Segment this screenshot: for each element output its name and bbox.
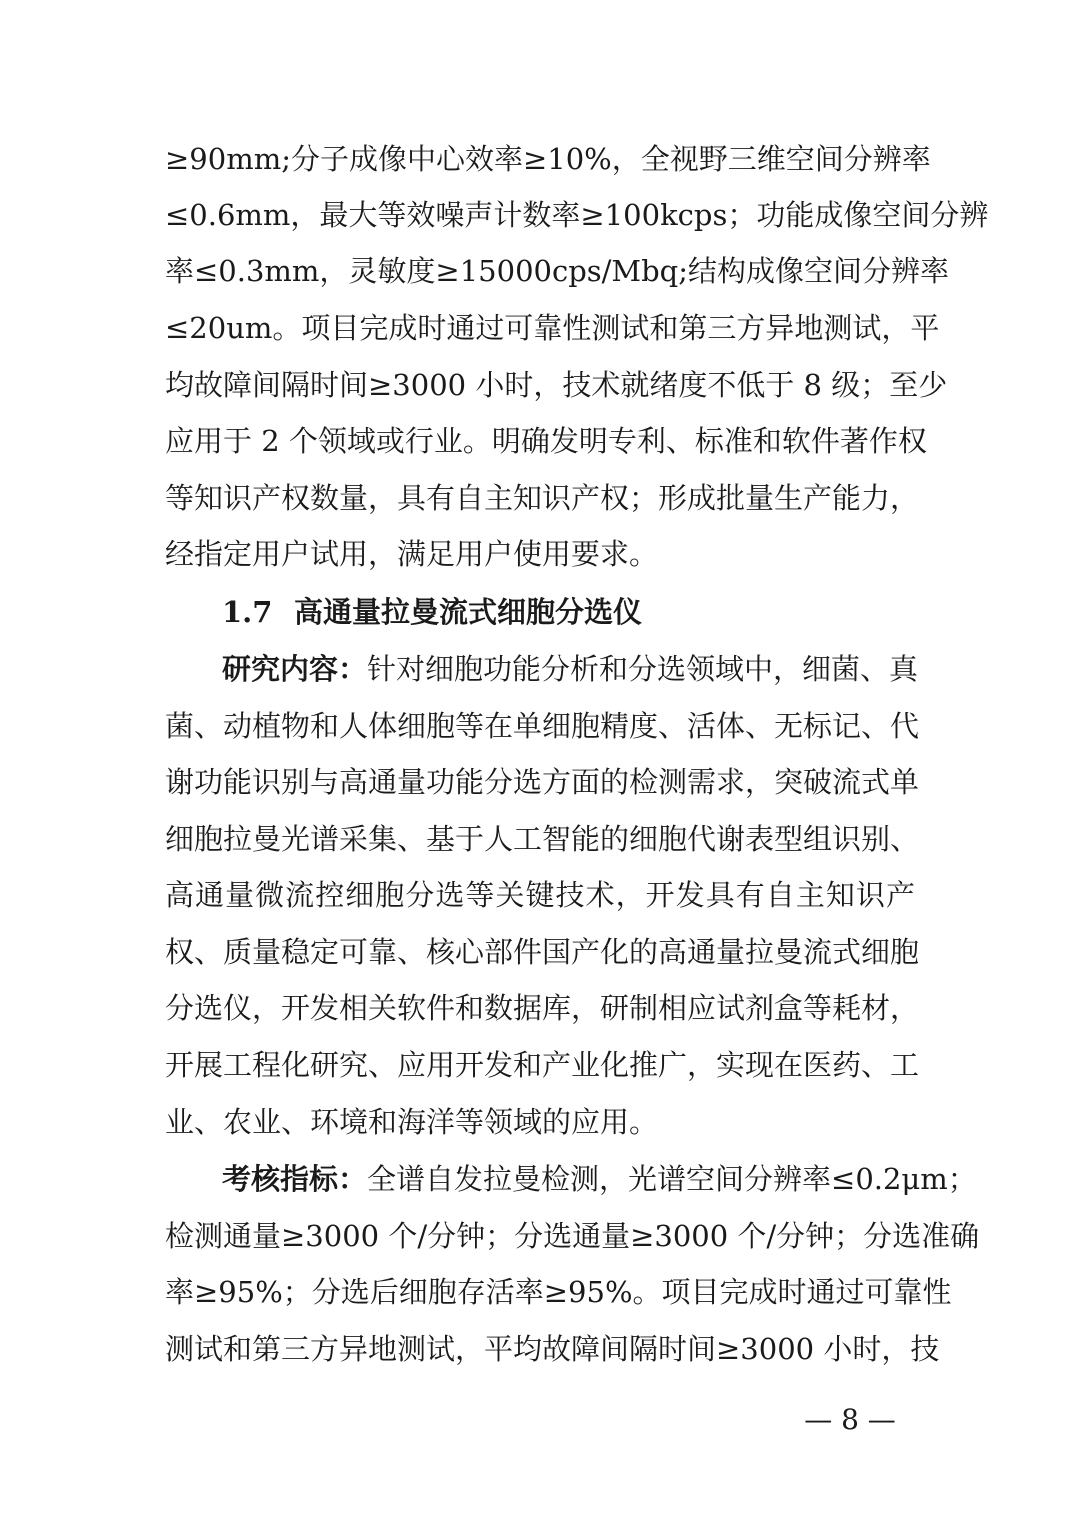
section-title: 高通量拉曼流式细胞分选仪 [294, 595, 643, 629]
body-text-line: 均故障间隔时间≥3000 小时，技术就绪度不低于 8 级；至少 [165, 368, 948, 402]
page-number: — 8 — [804, 1403, 896, 1436]
body-text-line: 率≥95%；分选后细胞存活率≥95%。项目完成时通过可靠性 [165, 1275, 952, 1309]
research-content-text: 针对细胞功能分析和分选领域中，细菌、真 [367, 652, 919, 686]
body-text-line: 开展工程化研究、应用开发和产业化推广，实现在医药、工 [165, 1048, 920, 1082]
body-text-line: 细胞拉曼光谱采集、基于人工智能的细胞代谢表型组识别、 [165, 822, 920, 856]
research-content-label: 研究内容： [222, 652, 368, 686]
body-text-line: 经指定用户试用，满足用户使用要求。 [165, 537, 659, 571]
body-text-line: 菌、动植物和人体细胞等在单细胞精度、活体、无标记、代 [165, 709, 920, 743]
body-text-line: 率≤0.3mm，灵敏度≥15000cps/Mbq;结构成像空间分辨率 [165, 254, 950, 288]
research-content-first-line [222, 649, 919, 689]
section-heading [222, 592, 642, 632]
body-text-line: 检测通量≥3000 个/分钟；分选通量≥3000 个/分钟；分选准确 [165, 1219, 980, 1253]
body-text-line: 分选仪，开发相关软件和数据库，研制相应试剂盒等耗材， [165, 991, 920, 1025]
assessment-first-line [222, 1159, 977, 1199]
body-text-line: 应用于 2 个领域或行业。明确发明专利、标准和软件著作权 [165, 424, 927, 458]
body-text-line: ≤0.6mm，最大等效噪声计数率≥100kcps；功能成像空间分辨 [165, 198, 989, 232]
body-text-line: 测试和第三方异地测试，平均故障间隔时间≥3000 小时，技 [165, 1332, 940, 1366]
body-text-line: ≤20um。项目完成时通过可靠性测试和第三方异地测试，平 [165, 311, 940, 345]
body-text-line: 业、农业、环境和海洋等领域的应用。 [165, 1105, 659, 1139]
assessment-label: 考核指标： [222, 1162, 368, 1196]
body-text-line: 权、质量稳定可靠、核心部件国产化的高通量拉曼流式细胞 [165, 935, 920, 969]
body-text-line: 高通量微流控细胞分选等关键技术，开发具有自主知识产 [165, 878, 915, 912]
body-text-line: 等知识产权数量，具有自主知识产权；形成批量生产能力， [165, 481, 920, 515]
assessment-text: 全谱自发拉曼检测，光谱空间分辨率≤0.2μm； [367, 1162, 977, 1196]
section-number: 1.7 [222, 595, 273, 629]
body-text-line: ≥90mm;分子成像中心效率≥10%，全视野三维空间分辨率 [165, 142, 931, 176]
body-text-line: 谢功能识别与高通量功能分选方面的检测需求，突破流式单 [165, 765, 920, 799]
